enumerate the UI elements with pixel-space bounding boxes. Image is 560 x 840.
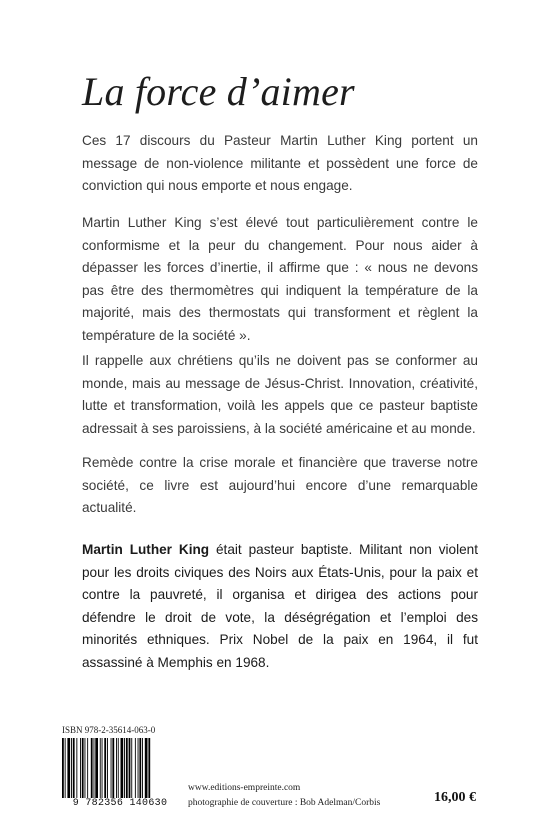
- barcode-bars: [60, 738, 180, 798]
- blurb-paragraph-2: Martin Luther King s’est élevé tout particulièrement contre le conformisme et la peur du changement. Pour nous aider à dépasser les forces d’inertie, il affirme que : « nous ne devons pas être des thermomètres qui indiquent la température de la majorité, mais des thermostats qui transforment et règlent la température de la société ».: [82, 215, 478, 343]
- isbn-label: ISBN 978-2-35614-063-0: [62, 725, 156, 735]
- credits-block: [188, 781, 380, 811]
- blurb-paragraph-3: Il rappelle aux chrétiens qu’ils ne doivent pas se conformer au monde, mais au message de Jésus-Christ. Innovation, créativité, lutte et transformation, voilà les appels que ce pasteur baptiste adressait à ses paroissiens, à la société américaine et au monde.: [82, 353, 478, 436]
- blurb-paragraph-1: Ces 17 discours du Pasteur Martin Luther King portent un message de non-violence militante et possèdent une force de conviction qui nous emporte et nous engage.: [82, 133, 478, 193]
- author-bio: [82, 539, 478, 674]
- publisher-website: www.editions-empreinte.com: [188, 783, 301, 793]
- book-title: La force d’aimer: [82, 69, 355, 114]
- price: 16,00 €: [434, 790, 476, 805]
- barcode: [60, 738, 180, 810]
- author-bio-text: était pasteur baptiste. Militant non violent pour les droits civiques des Noirs aux États-Unis, pour la paix et contre la pauvreté, il organisa et dirigea des actions pour défendre le droit de vote, la déségrégation et l’emploi des minorités ethniques. Prix Nobel de la paix en 1964, il fut assassiné à Memphis en 1968.: [82, 542, 478, 670]
- barcode-digits: 9 782356 140630: [72, 798, 168, 809]
- author-name: Martin Luther King: [82, 542, 210, 557]
- blurb-paragraph-4: Remède contre la crise morale et financière que traverse notre société, ce livre est aujourd’hui encore d’une remarquable actualité.: [82, 455, 478, 515]
- photo-credit: photographie de couverture : Bob Adelman/Corbis: [188, 798, 381, 808]
